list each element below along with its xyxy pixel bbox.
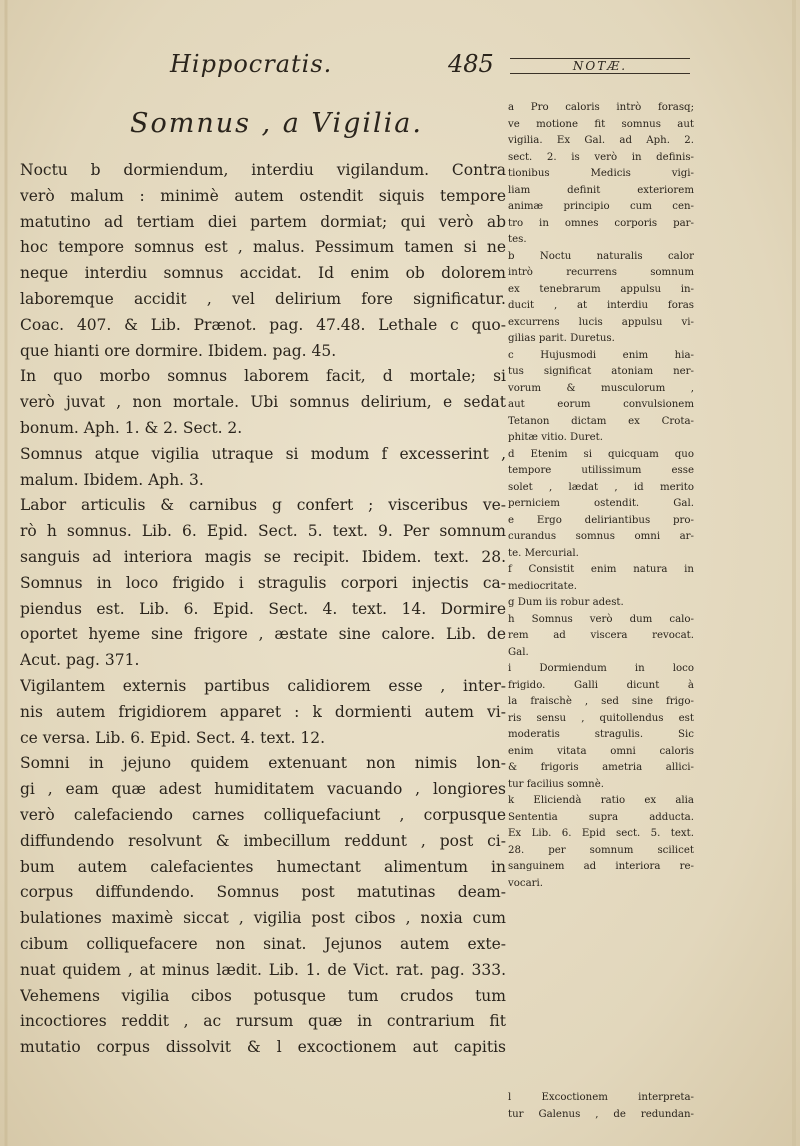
note-line: la fraischè , sed sine frigo- — [508, 696, 694, 707]
note-line: h Somnus verò dum calo- — [508, 613, 694, 625]
running-title: Hippocratis. — [170, 50, 333, 78]
note-line: Ex Lib. 6. Epid sect. 5. text. — [508, 828, 694, 839]
note-line: sect. 2. is verò in definis- — [508, 151, 694, 163]
note-line-blank — [508, 925, 694, 942]
note-line: phitæ vitio. Duret. — [508, 432, 604, 443]
text-line: mutatio corpus dissolvit & l excoctionem aut capitis — [20, 1038, 506, 1057]
notes-column — [508, 100, 694, 1123]
note-line: gilias parit. Duretus. — [508, 333, 615, 344]
note-line: g Dum iis robur adest. — [508, 597, 624, 608]
text-line: corpus diffundendo. Somnus post matutinas deam- — [20, 883, 506, 902]
note-line: liam definit exteriorem — [508, 184, 694, 196]
note-line-blank — [508, 958, 694, 975]
note-line: ex tenebrarum appulsu in- — [508, 283, 694, 295]
note-line: k Eliciendà ratio ex alia — [508, 795, 694, 806]
note-line: rem ad viscera revocat. — [508, 630, 694, 641]
note-line: Tetanon dictam ex Crota- — [508, 415, 694, 427]
page-number: 485 — [448, 50, 494, 78]
text-line: incoctiores reddit , ac rursum quæ in contrarium fit — [20, 1012, 506, 1031]
text-line: Somni in jejuno quidem extenuant non nimis lon- — [20, 754, 506, 773]
note-line: l Excoctionem interpreta- — [508, 1092, 694, 1103]
text-line: oportet hyeme sine frigore , æstate sine calore. Lib. de — [20, 625, 506, 644]
text-line: verò juvat , non mortale. Ubi somnus delirium, e sedat — [20, 393, 506, 412]
note-line-blank — [508, 1041, 694, 1058]
text-line: nis autem frigidiorem apparet : k dormienti autem vi- — [20, 702, 506, 721]
note-line: curandus somnus omni ar- — [508, 531, 694, 542]
text-line: verò malum : minimè autem ostendit siquis tempore — [20, 186, 506, 205]
note-line: Sententia supra adducta. — [508, 811, 694, 823]
note-line: b Noctu naturalis calor — [508, 250, 694, 262]
note-line-blank — [508, 991, 694, 1008]
text-line: neque interdiu somnus accidat. Id enim ob dolorem — [20, 264, 506, 283]
text-line: Vehemens vigilia cibos potusque tum crudos tum — [20, 986, 506, 1005]
note-line: ris sensu , quitollendus est — [508, 712, 694, 724]
note-line: tur facilius somnè. — [508, 778, 604, 790]
text-line: rò h somnus. Lib. 6. Epid. Sect. 5. text. 9. Per somnum — [20, 522, 506, 541]
text-line: ce versa. Lib. 6. Epid. Sect. 4. text. 12. — [20, 728, 326, 747]
note-line: perniciem ostendit. Gal. — [508, 498, 694, 509]
notes-heading: NOTÆ. — [510, 58, 690, 74]
note-line: 28. per somnum scilicet — [508, 844, 694, 856]
text-line: hoc tempore somnus est , malus. Pessimum tamen si ne — [20, 238, 506, 257]
text-line: bum autem calefacientes humectant alimentum in — [20, 857, 506, 876]
text-line: Labor articulis & carnibus g confert ; visceribus ve- — [20, 496, 506, 515]
note-line: tro in omnes corporis par- — [508, 217, 694, 229]
note-line-blank — [508, 909, 694, 926]
note-line-blank — [508, 1008, 694, 1025]
note-line: c Hujusmodi enim hia- — [508, 349, 694, 361]
note-line: mediocritate. — [508, 580, 577, 592]
text-line: Coac. 407. & Lib. Prænot. pag. 47.48. Lethale c quo- — [20, 315, 506, 334]
text-line: verò calefaciendo carnes colliquefaciunt , corpusque — [20, 805, 506, 824]
note-line: moderatis stragulis. Sic — [508, 729, 694, 740]
text-line: piendus est. Lib. 6. Epid. Sect. 4. text. 14. Dormire — [20, 599, 506, 618]
note-line: vorum & musculorum , — [508, 382, 694, 394]
note-line: ducit , at interdiu foras — [508, 300, 694, 311]
note-line-blank — [508, 1074, 694, 1091]
note-line: sanguinem ad interiora re- — [508, 861, 694, 872]
text-line: Acut. pag. 371. — [20, 651, 140, 670]
text-line: sanguis ad interiora magis se recipit. Ibidem. text. 28. — [20, 547, 506, 566]
text-line: In quo morbo somnus laborem facit, d mortale; si — [20, 367, 506, 386]
text-line: Vigilantem externis partibus calidiorem esse , inter- — [20, 676, 506, 695]
note-line: animæ principio cum cen- — [508, 201, 694, 212]
note-line: frigido. Galli dicunt à — [508, 679, 694, 691]
text-line: nuat quidem , at minus lædit. Lib. 1. de Vict. rat. pag. 333. — [20, 960, 506, 979]
note-line: Gal. — [508, 646, 529, 658]
note-line: e Ergo deliriantibus pro- — [508, 514, 694, 526]
note-line: i Dormiendum in loco — [508, 663, 694, 674]
note-line-blank — [508, 1024, 694, 1041]
text-line: que hianti ore dormire. Ibidem. pag. 45. — [20, 341, 337, 360]
note-line-blank — [508, 975, 694, 992]
note-line: & frigoris ametria allici- — [508, 762, 694, 773]
note-line: tempore utilissimum esse — [508, 465, 694, 476]
note-line: tes. — [508, 234, 527, 245]
note-line-blank — [508, 1057, 694, 1074]
note-line: tur Galenus , de redundan- — [508, 1108, 694, 1120]
text-line: Somnus atque vigilia utraque si modum f excesserint , — [20, 444, 506, 463]
note-line: tus significat atoniam ner- — [508, 366, 694, 377]
text-line: Noctu b dormiendum, interdiu vigilandum. Contra — [20, 161, 506, 179]
note-line: a Pro caloris intrò forasq; — [508, 102, 694, 113]
note-line: f Consistit enim natura in — [508, 564, 694, 575]
note-line: vocari. — [508, 877, 544, 889]
note-line: intrò recurrens somnum — [508, 267, 694, 278]
note-line: solet , lædat , id merito — [508, 481, 694, 493]
note-line-blank — [508, 892, 694, 909]
note-line: vigilia. Ex Gal. ad Aph. 2. — [508, 135, 694, 146]
text-line: gi , eam quæ adest humiditatem vacuando , longiores — [20, 780, 506, 799]
text-line: bonum. Aph. 1. & 2. Sect. 2. — [20, 418, 243, 437]
note-line: excurrens lucis appulsu vi- — [508, 316, 694, 328]
text-line: cibum colliquefacere non sinat. Jejunos autem exte- — [20, 934, 506, 953]
note-line-blank — [508, 942, 694, 959]
note-line: aut eorum convulsionem — [508, 399, 694, 410]
note-line: enim vitata omni caloris — [508, 745, 694, 757]
note-line: te. Mercurial. — [508, 547, 579, 559]
note-line: d Etenim si quicquam quo — [508, 448, 694, 460]
text-line: malum. Ibidem. Aph. 3. — [20, 470, 204, 489]
text-line: matutino ad tertiam diei partem dormiat; qui verò ab — [20, 212, 506, 231]
text-line: laboremque accidit , vel delirium fore significatur. — [20, 289, 506, 308]
section-heading: Somnus , a Vigilia. — [130, 108, 423, 139]
note-line: ve motione fit somnus aut — [508, 118, 694, 130]
text-line: diffundendo resolvunt & imbecillum reddunt , post ci- — [20, 831, 506, 850]
note-line: tionibus Medicis vigi- — [508, 168, 694, 179]
main-text-column — [20, 158, 506, 1061]
text-line: Somnus in loco frigido i stragulis corpori injectis ca- — [20, 573, 506, 592]
text-line: bulationes maximè siccat , vigilia post cibos , noxia cum — [20, 909, 506, 928]
